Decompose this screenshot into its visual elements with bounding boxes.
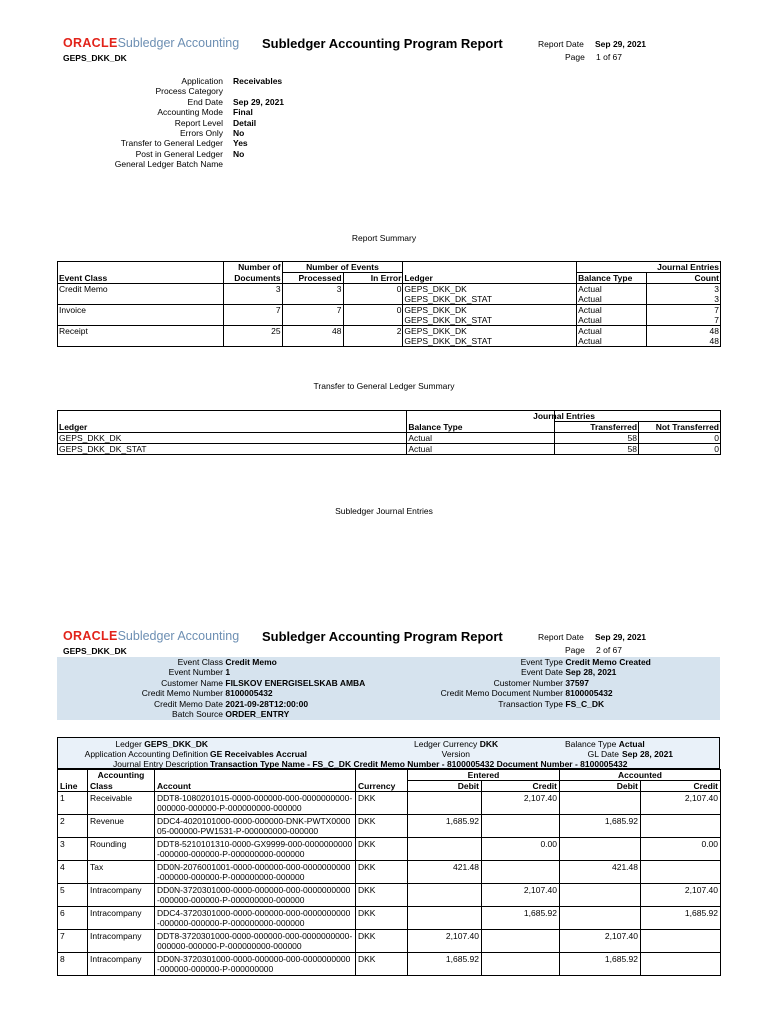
param-row: General Ledger Batch Name bbox=[114, 159, 223, 170]
report-date: Sep 29, 2021 bbox=[595, 39, 647, 49]
page-label: Page bbox=[565, 645, 585, 655]
param-row: Post in General Ledger No bbox=[135, 148, 245, 159]
transfer-summary-table bbox=[57, 410, 721, 455]
oracle-logo: ORACLESubledger Accounting bbox=[63, 629, 240, 643]
param-row: End Date Sep 29, 2021 bbox=[187, 96, 285, 107]
table-row: GEPS_DKK_DK_STAT Actual 58 0 bbox=[59, 444, 719, 454]
oracle-logo: ORACLESubledger Accounting bbox=[63, 36, 240, 50]
table-row: 5 Intracompany DD0N-3720301000-0000-000000-000-0000000000-000000-000000-P-000000000-000000 DKK 2,107.40 2,107.40 bbox=[58, 884, 721, 907]
event-field: Event Class Credit Memo bbox=[177, 657, 277, 667]
event-field: Event Date Sep 28, 2021 bbox=[520, 667, 617, 678]
event-field: Batch Source ORDER_ENTRY bbox=[171, 709, 290, 719]
param-row: Transfer to General Ledger Yes bbox=[120, 138, 248, 149]
transfer-header-row: Ledger Balance Type Transferred Not Transferred bbox=[59, 421, 719, 432]
summary-header-row: Number of Number of Events Journal Entries bbox=[58, 262, 721, 273]
report-date-label: Report Date bbox=[538, 632, 584, 642]
report-parameters bbox=[60, 76, 284, 170]
table-row: Receipt 25 48 2 GEPS_DKK_DK GEPS_DKK_DK_STAT Actual Actual 48 48 bbox=[59, 326, 719, 346]
event-field: Credit Memo Date 2021-09-28T12:00:00 bbox=[154, 698, 309, 709]
report-date: Sep 29, 2021 bbox=[595, 632, 647, 642]
table-row: 4 Tax DD0N-2076001001-0000-000000-000-0000000000-000000-000000-P-000000000-000000 DKK 421.48 421.48 bbox=[58, 861, 721, 884]
event-field: Event Number 1 bbox=[168, 667, 231, 678]
table-row: 8 Intracompany DD0N-3720301000-0000-000000-000-0000000000-000000-000000-P-000000000 DKK 1,685.92 1,685.92 bbox=[58, 953, 721, 976]
report-date-label: Report Date bbox=[538, 39, 584, 49]
table-row: Invoice 7 7 0 GEPS_DKK_DK GEPS_DKK_DK_STAT Actual Actual 7 7 bbox=[59, 305, 719, 325]
table-row: 1 Receivable DDT8-1080201015-0000-000000-000-0000000000-000000-000000-P-000000000-000000 DKK 2,107.40 2,107.40 bbox=[58, 792, 721, 815]
event-field: Customer Name FILSKOV ENERGISELSKAB AMBA bbox=[161, 677, 366, 688]
summary-header-row: Event Class Documents Processed In Error Ledger Balance Type Count bbox=[59, 272, 719, 283]
table-row: 2 Revenue DDC4-4020101000-0000-000000-DNK-PWTX000005-000000-PW1531-P-000000000-000000 DKK 1,685.92 1,685.92 bbox=[58, 815, 721, 838]
journal-header-row: Line Class Account Currency Debit Credit Debit Credit bbox=[58, 781, 721, 792]
param-row: Errors Only No bbox=[180, 127, 245, 138]
journal-entry-header: Ledger GEPS_DKK_DK Application Accounting Definition GE Receivables Accrual Journal Entry Description Transaction Type Name - FS_C_DK Credit Memo Number - 8100005432 Document Number - 8100005432 Ledger Currency DKK Version Balance Type Actual GL Date Sep 28, 2021 bbox=[57, 737, 720, 769]
journal-header-row: Accounting Entered Accounted bbox=[58, 770, 721, 781]
page-number: 2 of 67 bbox=[596, 645, 622, 655]
report-summary-table bbox=[57, 261, 721, 347]
table-row: 3 Rounding DDT8-5210101310-0000-GX9999-000-0000000000-000000-000000-P-000000000-000000 DKK 0.00 0.00 bbox=[58, 838, 721, 861]
ledger-code: GEPS_DKK_DK bbox=[63, 646, 127, 656]
param-row: Report Level Detail bbox=[174, 117, 257, 128]
table-row: 7 Intracompany DDT8-3720301000-0000-000000-000-0000000000-000000-000000-P-000000000-000000 DKK 2,107.40 2,107.40 bbox=[58, 930, 721, 953]
transfer-summary-title: Transfer to General Ledger Summary bbox=[313, 381, 455, 391]
event-field: Credit Memo Document Number 8100005432 bbox=[440, 688, 613, 699]
page-label: Page bbox=[565, 52, 585, 62]
event-field: Event Type Credit Memo Created bbox=[520, 657, 651, 667]
page-number: 1 of 67 bbox=[596, 52, 622, 62]
table-row: GEPS_DKK_DK Actual 58 0 bbox=[59, 433, 719, 443]
event-field: Credit Memo Number 8100005432 bbox=[141, 688, 273, 699]
report-title: Subledger Accounting Program Report bbox=[262, 36, 503, 51]
table-row: Credit Memo 3 3 0 GEPS_DKK_DK GEPS_DKK_DK_STAT Actual Actual 3 3 bbox=[59, 284, 719, 304]
journal-entries-title: Subledger Journal Entries bbox=[335, 506, 433, 516]
report-title: Subledger Accounting Program Report bbox=[262, 629, 503, 644]
table-row: 6 Intracompany DDC4-3720301000-0000-000000-000-0000000000-000000-000000-P-000000000-000000 DKK 1,685.92 1,685.92 bbox=[58, 907, 721, 930]
report-summary-title: Report Summary bbox=[351, 233, 417, 243]
transfer-header-row: Journal Entries bbox=[58, 411, 721, 422]
ledger-code: GEPS_DKK_DK bbox=[63, 53, 127, 63]
event-header bbox=[57, 657, 720, 720]
param-row: Accounting Mode Final bbox=[157, 107, 253, 118]
journal-entry bbox=[57, 737, 720, 976]
param-row: Application Receivables bbox=[181, 76, 283, 86]
journal-lines-table bbox=[57, 769, 721, 976]
param-row: Process Category bbox=[155, 86, 223, 97]
event-field: Customer Number 37597 bbox=[493, 677, 590, 688]
event-field: Transaction Type FS_C_DK bbox=[498, 698, 605, 709]
